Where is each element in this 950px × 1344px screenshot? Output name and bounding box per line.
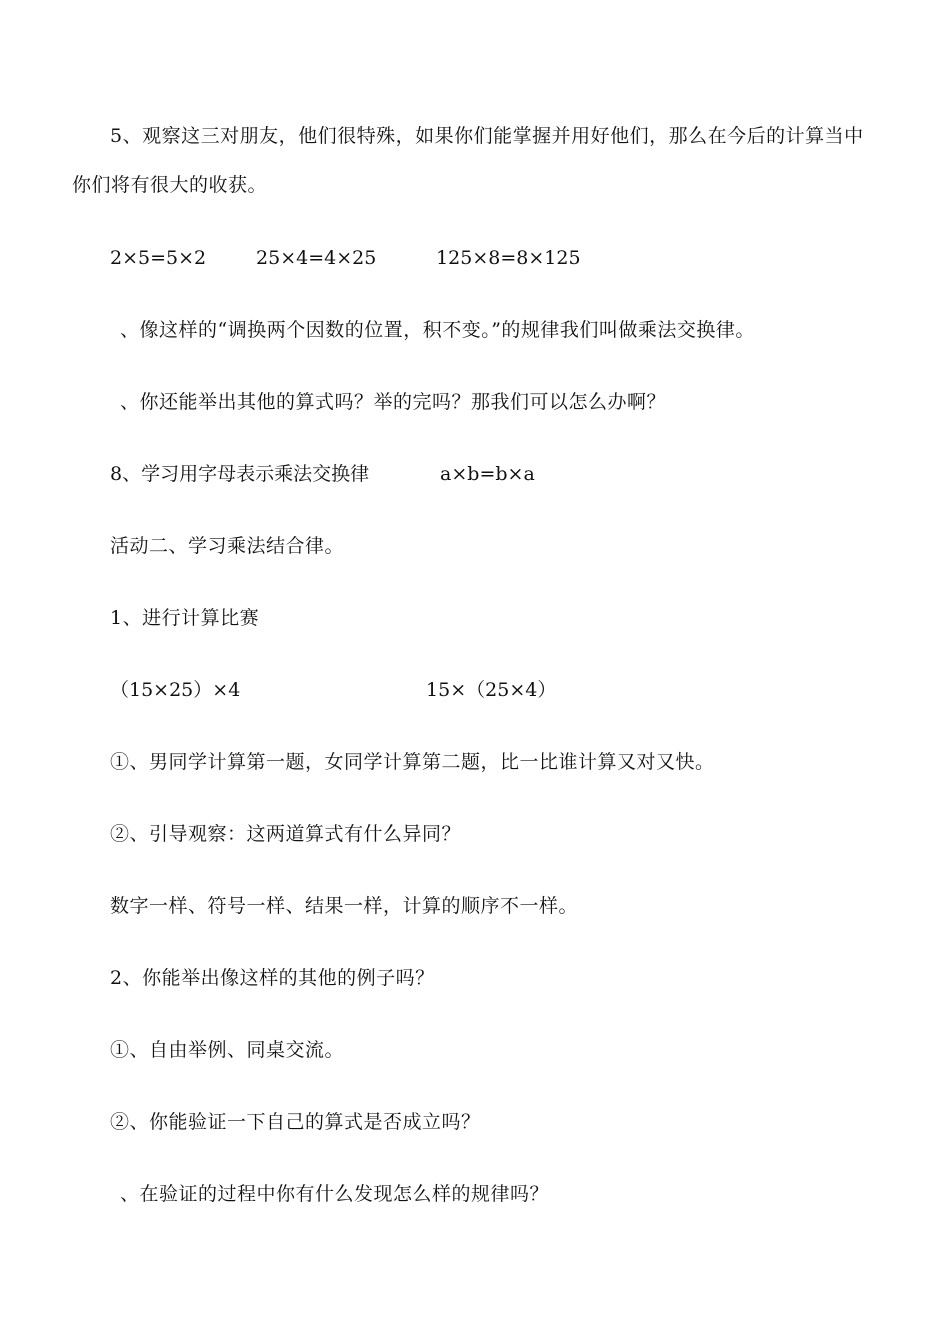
letter-formula: a×b=b×a xyxy=(440,463,535,485)
equation-125x8: 125×8=8×125 xyxy=(436,247,581,269)
paragraph-calculation-contest: 1、进行计算比赛 xyxy=(110,607,260,629)
equation-second-problem: 15×（25×4） xyxy=(426,679,557,701)
paragraph-boys-girls-task: ①、男同学计算第一题，女同学计算第二题，比一比谁计算又对又快。 xyxy=(110,751,715,773)
equation-2x5: 2×5=5×2 xyxy=(110,247,207,269)
paragraph-discovery-question: 、在验证的过程中你有什么发现怎么样的规律吗？ xyxy=(120,1183,550,1205)
equation-first-problem: （15×25）×4 xyxy=(110,679,241,701)
paragraph-commutative-law-definition: 、像这样的“调换两个因数的位置，积不变。”的规律我们叫做乘法交换律。 xyxy=(120,319,755,341)
paragraph-guided-observation: ②、引导观察：这两道算式有什么异同？ xyxy=(110,823,462,845)
paragraph-more-examples-question: 、你还能举出其他的算式吗？举的完吗？那我们可以怎么办啊？ xyxy=(120,391,667,413)
paragraph-similarities: 数字一样、符号一样、结果一样，计算的顺序不一样。 xyxy=(110,895,579,917)
paragraph-other-examples-question: 2、你能举出像这样的其他的例子吗？ xyxy=(110,967,435,989)
equation-25x4: 25×4=4×25 xyxy=(256,247,377,269)
equation-row-commutative xyxy=(110,246,581,270)
paragraph-free-examples: ①、自由举例、同桌交流。 xyxy=(110,1039,345,1061)
letter-formula-label: 8、学习用字母表示乘法交换律 xyxy=(110,463,370,485)
equation-row-associative xyxy=(110,678,556,702)
activity-two-heading: 活动二、学习乘法结合律。 xyxy=(110,535,345,557)
paragraph-verify-question: ②、你能验证一下自己的算式是否成立吗？ xyxy=(110,1111,481,1133)
paragraph-observe-pairs: 5、观察这三对朋友，他们很特殊，如果你们能掌握并用好他们，那么在今后的计算当中你们将有很大的收获。 xyxy=(72,125,864,196)
letter-formula-row xyxy=(110,462,535,486)
